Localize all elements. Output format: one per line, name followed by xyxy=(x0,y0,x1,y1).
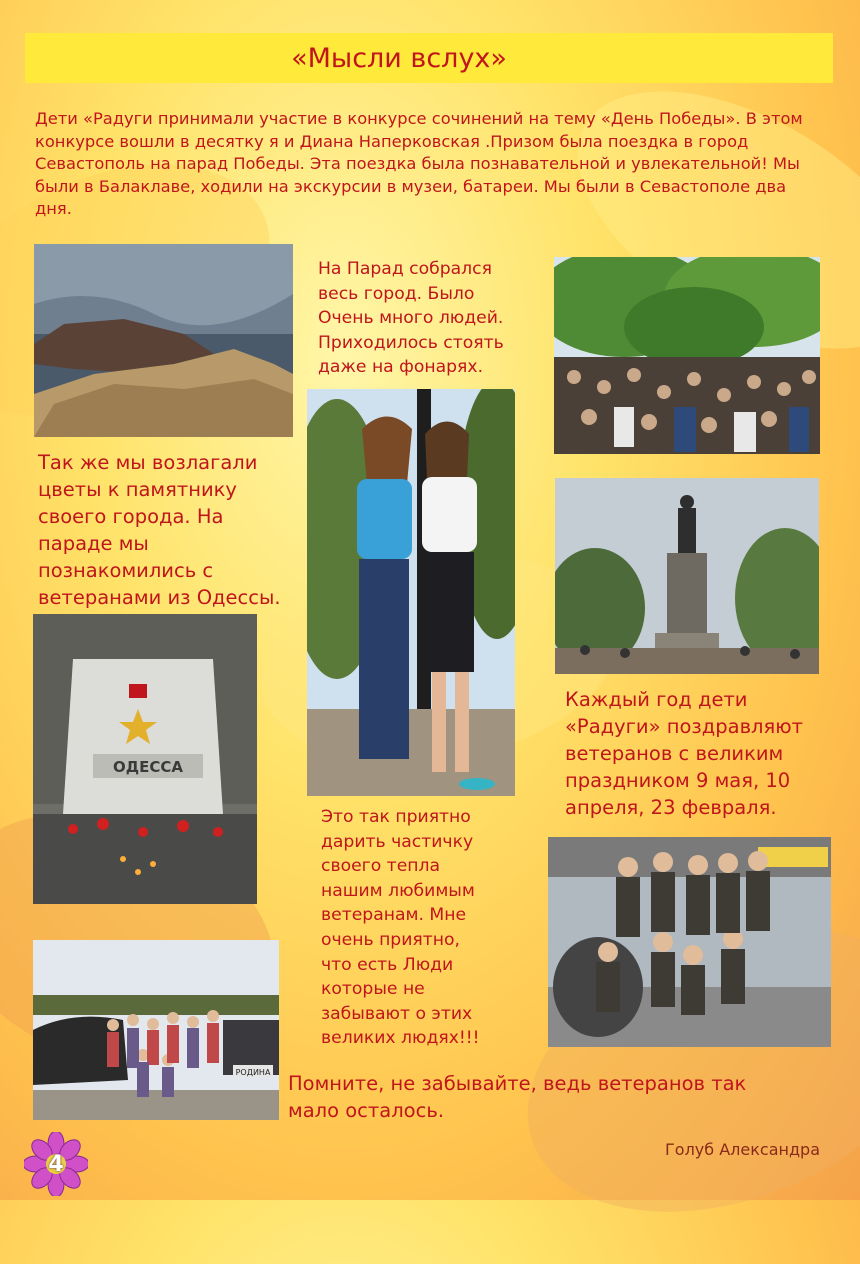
warmth-text: Это так приятно дарить частичку своего тепла нашим любимым ветеранам. Мне очень приятно, что есть Люди которые не забывают о этих великих людях!!! xyxy=(321,807,480,1049)
photo-parade-crowd xyxy=(554,257,820,454)
remember-text: Помните, не забывайте, ведь ветеранов так мало осталось. xyxy=(288,1072,747,1122)
monument-inscription: ОДЕССА xyxy=(113,758,183,776)
page-number: 4 xyxy=(48,1151,64,1177)
yearly-text: Каждый год дети «Радуги» поздравляют ветеранов с великим праздником 9 мая, 10 апреля, 23 февраля. xyxy=(565,688,804,819)
page-number-badge xyxy=(24,1132,88,1196)
parade-text: На Парад собрался весь город. Было Очень много людей. Приходилось стоять даже на фонарях. xyxy=(318,259,504,378)
photo-cadets xyxy=(548,837,831,1047)
photo-odessa-stone xyxy=(33,614,257,904)
photo-two-girls xyxy=(307,389,515,796)
photo-sea-rocks xyxy=(34,244,293,437)
intro-paragraph: Дети «Радуги принимали участие в конкурсе сочинений на тему «День Победы». В этом конкурсе вошли в десятку я и Диана Наперковская .Призом была поездка в город Севастополь на парад Победы. Эта поездка была познавательной и увлекательной! Мы были в Балаклаве, ходили на экскурсии в музеи, батареи. Мы были в Севастополе два дня. xyxy=(35,109,803,218)
author-signature: Голуб Александра xyxy=(665,1140,820,1159)
title-bar xyxy=(25,33,833,83)
car-plate: РОДИНА xyxy=(235,1068,271,1077)
photo-group-car xyxy=(33,940,279,1120)
flowers-text: Так же мы возлагали цветы к памятнику своего города. На параде мы познакомились с ветеранами из Одессы. xyxy=(38,451,281,609)
page-title: «Мысли вслух» xyxy=(291,42,507,74)
photo-monument xyxy=(555,478,819,674)
